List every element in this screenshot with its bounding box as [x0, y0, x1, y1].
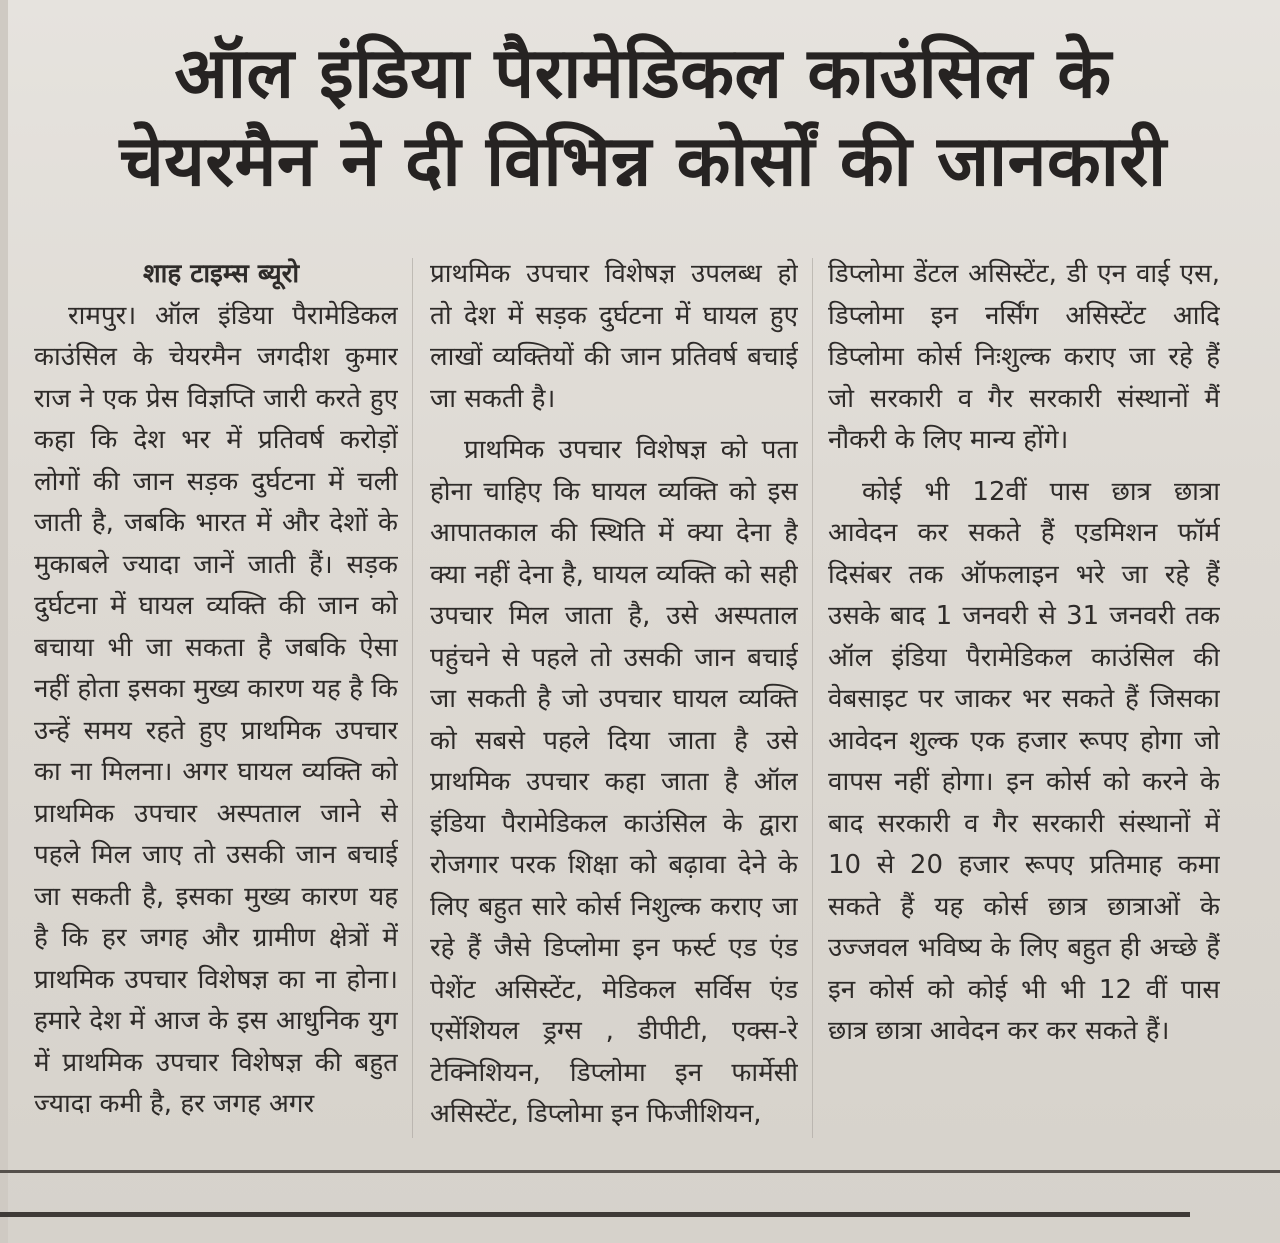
bottom-rule-thick — [0, 1212, 1190, 1217]
headline-line-1: ऑल इंडिया पैरामेडिकल काउंसिल के — [174, 32, 1112, 114]
article-paragraph: कोई भी 12वीं पास छात्र छात्रा आवेदन कर सकते हैं एडमिशन फॉर्म दिसंबर तक ऑफलाइन भरे जा रहे हैं उसके बाद 1 जनवरी से 31 जनवरी तक ऑल इंडिया पैरामेडिकल काउंसिल की वेबसाइट पर जाकर भर सकते हैं जिसका आवेदन शुल्क एक हजार रूपए होगा जो वापस नहीं होगा। इन कोर्स को करने के बाद सरकारी व गैर सरकारी संस्थानों में 10 से 20 हजार रूपए प्रतिमाह कमा सकते हैं यह कोर्स छात्र छात्राओं के उज्जवल भविष्य के लिए बहुत ही अच्छे हैं इन कोर्स को कोई भी भी 12 वीं पास छात्र छात्रा आवेदन कर कर सकते हैं। — [828, 476, 1220, 1046]
column-divider — [412, 258, 413, 1138]
article-paragraph: रामपुर। ऑल इंडिया पैरामेडिकल काउंसिल के चेयरमैन जगदीश कुमार राज ने एक प्रेस विज्ञप्ति जारी करते हुए कहा कि देश भर में प्रतिवर्ष करोड़ों लोगों की जान सड़क दुर्घटना में चली जाती है, जबकि भारत में और देशों के मुकाबले ज्यादा जानें जाती हैं। सड़क दुर्घटना में घायल व्यक्ति की जान को बचाया भी जा सकता है जबकि ऐसा नहीं होता इसका मुख्य कारण यह है कि उन्हें समय रहते हुए प्राथमिक उपचार का ना मिलना। अगर घायल व्यक्ति को प्राथमिक उपचार अस्पताल जाने से पहले मिल जाए तो उसकी जान बचाई जा सकती है, इसका मुख्य कारण यह है कि हर जगह और ग्रामीण क्षेत्रों में प्राथमिक उपचार विशेषज्ञ का ना होना। हमारे देश में आज के इस आधुनिक युग में प्राथमिक उपचार विशेषज्ञ की बहुत ज्यादा कमी है, हर जगह अगर — [34, 300, 398, 1119]
article-column-1 — [34, 254, 398, 1126]
article-paragraph: प्राथमिक उपचार विशेषज्ञ को पता होना चाहिए कि घायल व्यक्ति को इस आपातकाल की स्थिति में क्या देना है क्या नहीं देना है, घायल व्यक्ति को सही उपचार मिल जाता है, उसे अस्पताल पहुंचने से पहले तो उसकी जान बचाई जा सकती है जो उपचार घायल व्यक्ति को सबसे पहले दिया जाता है उसे प्राथमिक उपचार कहा जाता है ऑल इंडिया पैरामेडिकल काउंसिल के द्वारा रोजगार परक शिक्षा को बढ़ावा देने के लिए बहुत सारे कोर्स निशुल्क कराए जा रहे हैं जैसे डिप्लोमा इन फर्स्ट एड एंड पेशेंट असिस्टेंट, मेडिकल सर्विस एंड एसेंशियल ड्रग्स , डीपीटी, एक्स-रे टेक्निशियन, डिप्लोमा इन फार्मेसी असिस्टेंट, डिप्लोमा इन फिजीशियन, — [430, 435, 798, 1129]
byline: शाह टाइम्स ब्यूरो — [142, 259, 300, 289]
article-paragraph: डिप्लोमा डेंटल असिस्टेंट, डी एन वाई एस, डिप्लोमा इन नर्सिंग असिस्टेंट आदि डिप्लोमा कोर्स निःशुल्क कराए जा रहे हैं जो सरकारी व गैर सरकारी संस्थानों मैं नौकरी के लिए मान्य होंगे। — [828, 259, 1220, 455]
page-edge — [0, 0, 8, 1243]
column-divider — [812, 258, 813, 1138]
headline-line-2: चेयरमैन ने दी विभिन्न कोर्सों की जानकारी — [119, 120, 1167, 202]
article-column-2 — [430, 254, 798, 1136]
bottom-rule — [0, 1170, 1280, 1173]
article-column-3 — [828, 254, 1220, 1053]
article-paragraph: प्राथमिक उपचार विशेषज्ञ उपलब्ध हो तो देश में सड़क दुर्घटना में घायल हुए लाखों व्यक्तियों की जान प्रतिवर्ष बचाई जा सकती है। — [430, 259, 798, 414]
